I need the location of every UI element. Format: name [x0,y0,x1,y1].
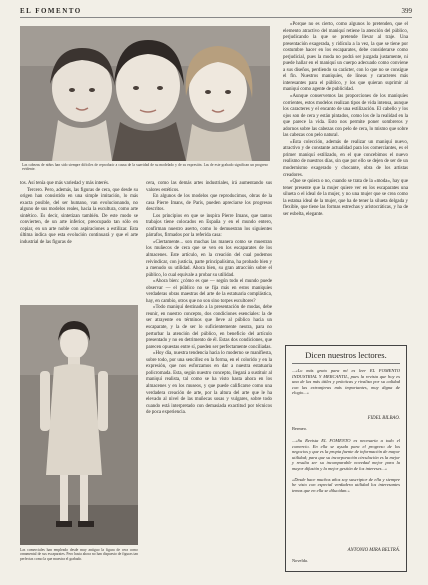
testimonial-city: Bermeo. [292,426,307,431]
page-number: 399 [401,7,412,15]
col2-paragraph: »Ahora bien: ¿cómo es que — según todo el mundo puede observar — el público no se fija más en estos maniquíes verdaderas obras maestras del arte de la estatuaria complástica, hay, en cambio, otros que no son sino torpes escultores? [146,279,272,304]
col3-paragraph: »Esta colección, además de realizar un maniquí nuevo, atractivo y de constante actualidad para los comerciantes, es el primer maniquí estilizado, en el que concebimos el nuevo realismo de nuestros días, sin que por ello se dejen de ser de un modernismo exagerado y chocante, obra de los artistas creadores. [283,139,408,178]
col2-paragraph: cera, como las demás artes industriales, irá aumentando sus valores estéticos. [146,181,272,193]
top-photo-caption: Las cabezas de niños han sido siempre difíciles de reproducir a causa de la suavidad de su modelado y de su expresión. Las de este grabado significan un progreso evidente. [22,163,268,172]
testimonial-quote: ...«Su Revista EL FOMENTO es necesaria a todo el comercio. En ella se ayuda para el progreso de los negocios y que es la propia fuente de información de mayor utilidad; para que su incorporación circulación es la mejor y resulta ser su incomparable novedad mejor para la mayor difusión y la mejor gestión de los intereses...» «Desde hace muchos años soy suscriptor de ella y siempre he visto con especial verdadera utilidad los interesantes temas que en ella se dilucidan.» [292,438,400,493]
children-heads-photo [20,26,270,161]
masthead: EL FOMENTO [20,7,82,15]
column-2 [146,181,272,417]
testimonial-city: Novelda. [292,558,308,563]
header-rule [20,17,412,18]
column-3 [283,22,408,218]
col2-paragraph: »Hoy día, nuestra tendencia hacia lo moderno se manifiesta, sobre todo, por una sencillez en la forma, en el colorido y en la expresión, que nos esforzamos en dar a nuestra estatuaria policromada. Esta, según nuestro concepto, llegará a sustituir al maniquí realista, tal como se ha visto hasta ahora en los almacenes y en los museos, y que puede calificarse como una verdadera creación de arte, por la altura del arte que le ha elevado al nivel de las muñecas sosas y vulgares, sobre todo cuando está interpretado con demasiada exactitud por técnicos de poca experiencia. [146,351,272,416]
box-divider [292,363,400,364]
bottom-photo-caption: Las comerciales han empleado desde muy antiguo la figura de cera como ornamental de sus escaparates. Pero hasta ahora no han dispuesto de figuras tan perfectas como la que muestra el grabado. [20,548,138,561]
testimonial-signature: FIDEL BILBAO. [367,416,400,421]
col3-paragraph: »Porque no es cierto, como algunos lo pretenden, que el elemento atractivo del maniquí retiene la atención del público, perjudicando la que se pretende llevar al traje. Una presentación exagerada, y ridícula a la vez, la que se tiene por costumbre hacer en los escaparates, debe considerarse como perjudicial, pues la moda no podrá ser juzgada justamente, ni puede hallar en el maniquí un cuerpo adecuado como conviene a sus diseños, perdiendo su carácter, con lo que no se consigue el fin. Nuestros maniquíes, de líneas y caracteres más interesantes para el público, y los que quieran suprimir al maniquí como agente de publicidad. [283,22,408,93]
col3-paragraph: »Aunque conservemos las proporciones de los maniquíes corrientes, estos modelos realizan tipos de vida intensa, aunque los caracteres y el encanto de una estilización. El cabello y los ojos son de cera y están pintados, como los de la realidad en la que parece la vida. Esto nos permite poner sombreros y adornos sobre las cabezas con pelo de cera, lo mismo que sobre las cabezas con pelo natural. [283,94,408,139]
col2-paragraph: «Ciertamente... son muchas las manera como se muestran los muñecos de cera que se ven en los escaparates de los almacenes. Este artículo, en la creación del cual podemos reivindicar, con justicia, parte principalísima, ha probado bien y a menudo su utilidad. Ahora bien, su gran atracción sobre el público, lo cual equivale a probar su utilidad. [146,239,272,278]
col2-paragraph: »Todo maniquí destinado a la presentación de modas, debe reunir, en nuestro concepto, dos condiciones esenciales: la de ser atrayente en términos que lleve al público hacia un escaparate, y la de ser lo suficientemente neutra, para no perturbar la atención del público, en beneficio del artículo presentado y no en detrimento de él. Estas dos condiciones, que parecen opuestas entre sí, pueden ser perfectamente conciliadas. [146,305,272,350]
testimonial-signature: ANTONIO MIRA BELTRÁ. [347,548,400,553]
col3-paragraph: »Que se quiera o no, cuando se trata de la «moda», hay que tener presente que la mujer quiere ver en los escaparates una silueta o el ideal de la mujer, y no una mujer que se crea como la estatua ideal de la mujer, que ha de tener la silueta delgada y flexible, que tiene las formas estrechas y aristocráticas, y ha de ser esbelta, elegante. [283,179,408,217]
readers-testimonials-box [285,345,407,572]
testimonial-quote: ...«Lo más grato para mí es leer EL FOMENTO INDUSTRIAL Y MERCANTIL, pues la revista que hoy es una de las más útiles y prácticas y rivaliza por su calidad con las extranjeras más importantes, muy digna de elogio...» [292,368,400,395]
col1-paragraph: Tercero. Pero, además, las figuras de cera, que desde su origen han consistido en una simple imitación, lo más exacta posible, del ser humano, van evolucionando, no alguno de sus modelos reales, hacia la escultura, como arte sintético. Es decir, sintetizan también. De este modo se convierten, de un arte inferior, preocupado tan sólo en copiar, en un arte noble con aspiraciones a estilizar. Esta última indica que esta evolución continuará y que el arte industrial de las figuras de [20,187,138,245]
column-1 [20,181,138,246]
box-title: Dicen nuestros lectores. [305,350,387,360]
mannequin-photo [20,305,138,545]
col2-paragraph: En algunos de los modelos que reproducimos, obras de la casa Pierre Imans, de París, pueden apreciarse los progresos descritos. [146,194,272,213]
col1-paragraph: tos. Así tenía que más variedad y más interés. [20,181,110,186]
col2-paragraph: Los principios en que se inspira Pierre Imans, que tantos trabajos tiene colocados en España y en el mundo entero, confirman nuestro aserto, como lo demuestran los siguientes párrafos, firmados por la referida casa: [146,213,272,239]
